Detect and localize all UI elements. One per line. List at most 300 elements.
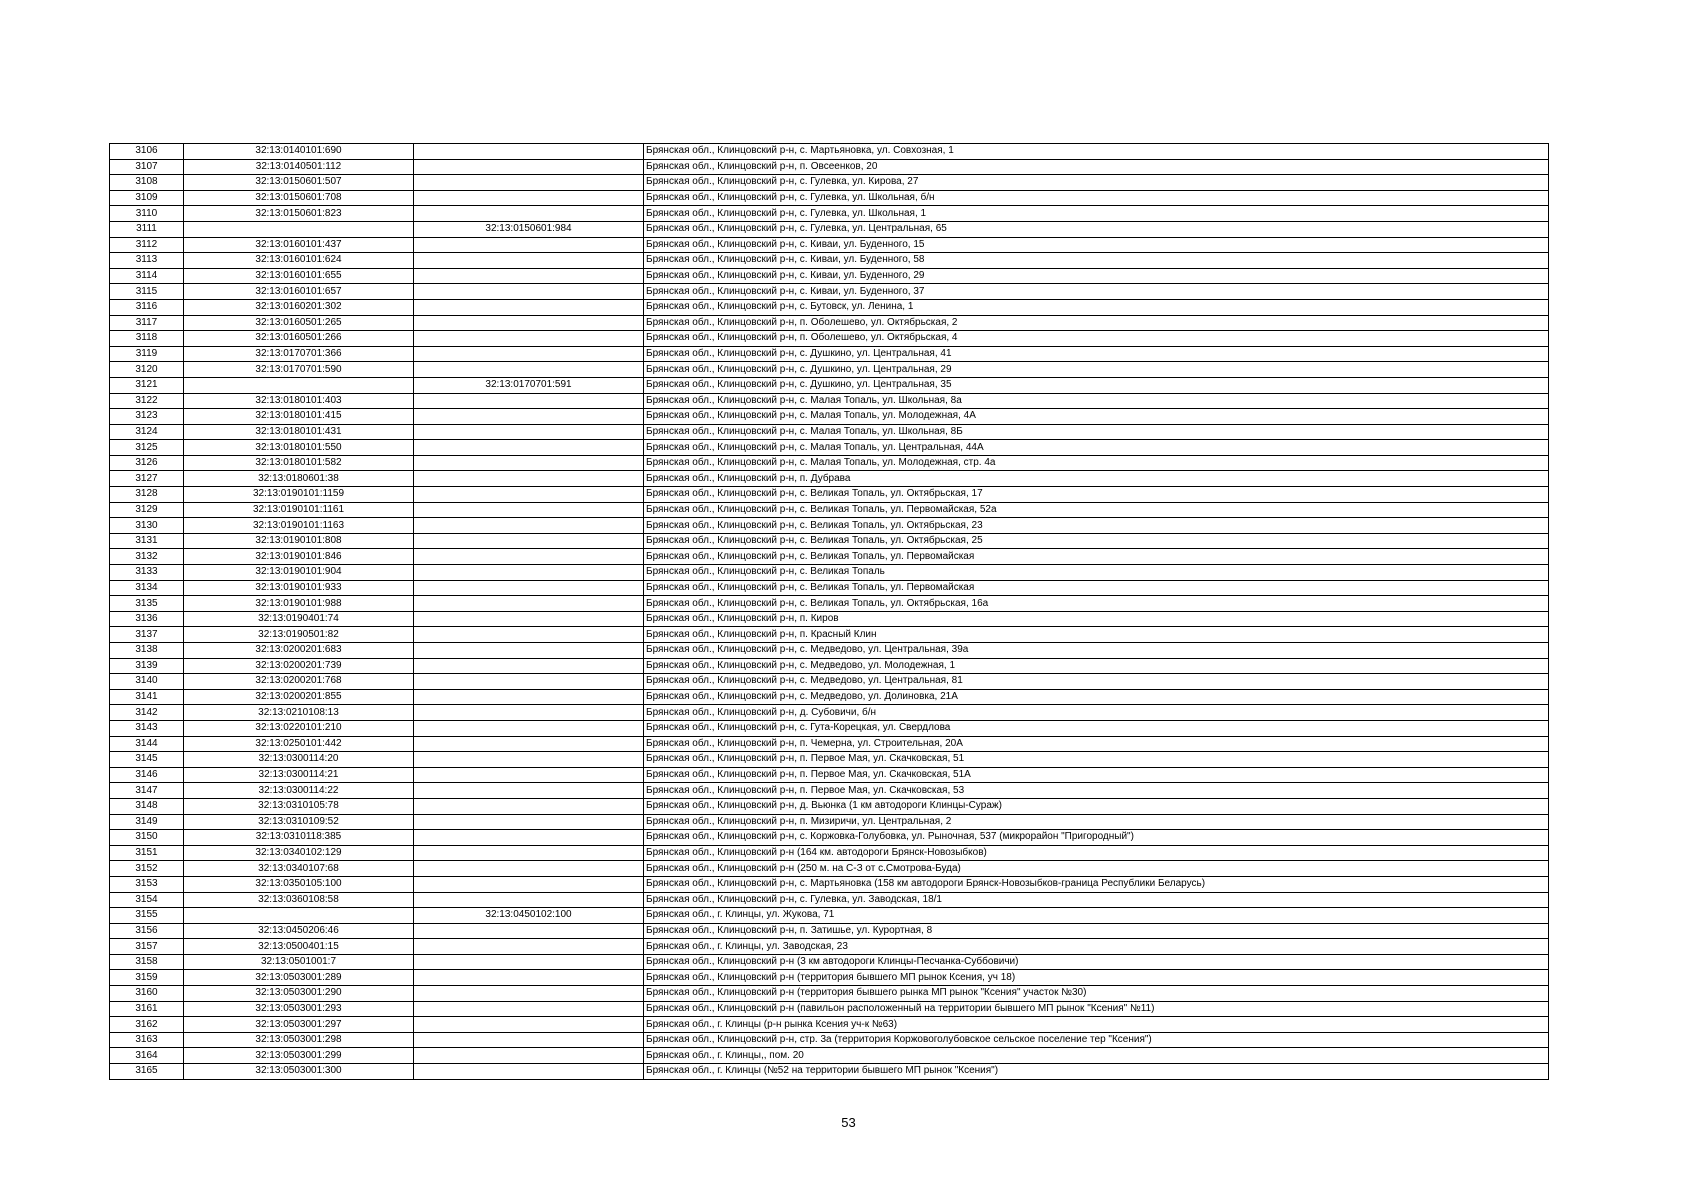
address-cell: Брянская обл., Клинцовский р-н, с. Великая Топаль [644, 565, 1549, 581]
table-row [110, 175, 1549, 191]
cadastral-number-cell: 32:13:0160101:624 [184, 253, 414, 269]
table-row [110, 284, 1549, 300]
address-cell: Брянская обл., Клинцовский р-н, с. Малая Топаль, ул. Молодежная, 4А [644, 409, 1549, 425]
row-number-cell: 3128 [110, 487, 184, 503]
secondary-cadastral-number-cell [414, 502, 644, 518]
secondary-cadastral-number-cell [414, 1017, 644, 1033]
cadastral-number-cell: 32:13:0190101:1163 [184, 518, 414, 534]
table-row [110, 362, 1549, 378]
table-row [110, 814, 1549, 830]
table-row [110, 533, 1549, 549]
cadastral-number-cell: 32:13:0200201:739 [184, 658, 414, 674]
address-cell: Брянская обл., Клинцовский р-н, с. Медведово, ул. Молодежная, 1 [644, 658, 1549, 674]
table-row [110, 1048, 1549, 1064]
address-cell: Брянская обл., Клинцовский р-н, с. Великая Топаль, ул. Октябрьская, 16а [644, 596, 1549, 612]
row-number-cell: 3159 [110, 970, 184, 986]
address-cell: Брянская обл., Клинцовский р-н, п. Первое Мая, ул. Скачковская, 51 [644, 752, 1549, 768]
cadastral-number-cell: 32:13:0160101:437 [184, 237, 414, 253]
cadastral-number-cell: 32:13:0200201:683 [184, 643, 414, 659]
cadastral-number-cell: 32:13:0160201:302 [184, 299, 414, 315]
secondary-cadastral-number-cell [414, 346, 644, 362]
address-cell: Брянская обл., Клинцовский р-н, с. Великая Топаль, ул. Октябрьская, 25 [644, 533, 1549, 549]
address-cell: Брянская обл., Клинцовский р-н, с. Бутовск, ул. Ленина, 1 [644, 299, 1549, 315]
row-number-cell: 3148 [110, 798, 184, 814]
address-cell: Брянская обл., Клинцовский р-н, с. Мартьяновка, ул. Совхозная, 1 [644, 144, 1549, 160]
row-number-cell: 3140 [110, 674, 184, 690]
secondary-cadastral-number-cell [414, 159, 644, 175]
address-cell: Брянская обл., Клинцовский р-н, с. Великая Топаль, ул. Первомайская [644, 549, 1549, 565]
table-row [110, 689, 1549, 705]
secondary-cadastral-number-cell [414, 315, 644, 331]
table-row [110, 596, 1549, 612]
table-row [110, 159, 1549, 175]
address-cell: Брянская обл., Клинцовский р-н, с. Киваи, ул. Буденного, 29 [644, 268, 1549, 284]
table-row [110, 502, 1549, 518]
row-number-cell: 3141 [110, 689, 184, 705]
row-number-cell: 3116 [110, 299, 184, 315]
cadastral-number-cell: 32:13:0310118:385 [184, 830, 414, 846]
address-cell: Брянская обл., Клинцовский р-н, с. Медведово, ул. Центральная, 81 [644, 674, 1549, 690]
row-number-cell: 3158 [110, 954, 184, 970]
table-row [110, 144, 1549, 160]
secondary-cadastral-number-cell [414, 409, 644, 425]
address-cell: Брянская обл., Клинцовский р-н, д. Вьюнка (1 км автодороги Клинцы-Сураж) [644, 798, 1549, 814]
table-row [110, 346, 1549, 362]
address-cell: Брянская обл., Клинцовский р-н, с. Киваи, ул. Буденного, 37 [644, 284, 1549, 300]
cadastral-number-cell: 32:13:0503001:290 [184, 986, 414, 1002]
secondary-cadastral-number-cell [414, 720, 644, 736]
row-number-cell: 3120 [110, 362, 184, 378]
cadastral-number-cell: 32:13:0160501:266 [184, 331, 414, 347]
address-cell: Брянская обл., Клинцовский р-н, п. Первое Мая, ул. Скачковская, 51А [644, 767, 1549, 783]
row-number-cell: 3136 [110, 611, 184, 627]
row-number-cell: 3126 [110, 455, 184, 471]
table-row [110, 845, 1549, 861]
row-number-cell: 3143 [110, 720, 184, 736]
row-number-cell: 3112 [110, 237, 184, 253]
address-cell: Брянская обл., Клинцовский р-н, с. Малая Топаль, ул. Школьная, 8а [644, 393, 1549, 409]
row-number-cell: 3119 [110, 346, 184, 362]
row-number-cell: 3131 [110, 533, 184, 549]
secondary-cadastral-number-cell [414, 362, 644, 378]
cadastral-number-cell: 32:13:0503001:298 [184, 1032, 414, 1048]
table-row [110, 923, 1549, 939]
secondary-cadastral-number-cell [414, 611, 644, 627]
address-cell: Брянская обл., Клинцовский р-н, с. Медведово, ул. Долиновка, 21А [644, 689, 1549, 705]
table-row [110, 253, 1549, 269]
row-number-cell: 3138 [110, 643, 184, 659]
secondary-cadastral-number-cell [414, 736, 644, 752]
row-number-cell: 3160 [110, 986, 184, 1002]
table-row [110, 455, 1549, 471]
secondary-cadastral-number-cell [414, 986, 644, 1002]
address-cell: Брянская обл., Клинцовский р-н, с. Малая Топаль, ул. Школьная, 8Б [644, 424, 1549, 440]
cadastral-number-cell: 32:13:0503001:300 [184, 1064, 414, 1080]
row-number-cell: 3124 [110, 424, 184, 440]
secondary-cadastral-number-cell [414, 549, 644, 565]
secondary-cadastral-number-cell [414, 533, 644, 549]
address-cell: Брянская обл., Клинцовский р-н, с. Гулевка, ул. Кирова, 27 [644, 175, 1549, 191]
table-row [110, 409, 1549, 425]
secondary-cadastral-number-cell [414, 518, 644, 534]
address-cell: Брянская обл., Клинцовский р-н, с. Душкино, ул. Центральная, 29 [644, 362, 1549, 378]
address-cell: Брянская обл., Клинцовский р-н, стр. 3а (территория Коржовоголубовское сельское поселение тер "Ксения") [644, 1032, 1549, 1048]
table-row [110, 221, 1549, 237]
cadastral-number-cell: 32:13:0150601:823 [184, 206, 414, 222]
address-cell: Брянская обл., Клинцовский р-н, п. Дубрава [644, 471, 1549, 487]
cadastral-number-cell: 32:13:0170701:590 [184, 362, 414, 378]
row-number-cell: 3165 [110, 1064, 184, 1080]
cadastral-number-cell: 32:13:0190101:1161 [184, 502, 414, 518]
row-number-cell: 3133 [110, 565, 184, 581]
secondary-cadastral-number-cell [414, 627, 644, 643]
address-cell: Брянская обл., Клинцовский р-н, с. Гулевка, ул. Школьная, 1 [644, 206, 1549, 222]
table-row [110, 783, 1549, 799]
row-number-cell: 3117 [110, 315, 184, 331]
row-number-cell: 3149 [110, 814, 184, 830]
row-number-cell: 3152 [110, 861, 184, 877]
cadastral-number-cell: 32:13:0190501:82 [184, 627, 414, 643]
row-number-cell: 3107 [110, 159, 184, 175]
table-row [110, 1001, 1549, 1017]
cadastral-number-cell: 32:13:0180101:431 [184, 424, 414, 440]
address-cell: Брянская обл., Клинцовский р-н, с. Великая Топаль, ул. Октябрьская, 23 [644, 518, 1549, 534]
table-row [110, 798, 1549, 814]
secondary-cadastral-number-cell [414, 144, 644, 160]
table-row [110, 861, 1549, 877]
row-number-cell: 3113 [110, 253, 184, 269]
table-row [110, 424, 1549, 440]
secondary-cadastral-number-cell [414, 1064, 644, 1080]
row-number-cell: 3123 [110, 409, 184, 425]
row-number-cell: 3153 [110, 876, 184, 892]
secondary-cadastral-number-cell [414, 798, 644, 814]
address-cell: Брянская обл., Клинцовский р-н, с. Мартьяновка (158 км автодороги Брянск-Новозыбков-граница Республики Беларусь) [644, 876, 1549, 892]
address-cell: Брянская обл., Клинцовский р-н, с. Гулевка, ул. Заводская, 18/1 [644, 892, 1549, 908]
secondary-cadastral-number-cell [414, 814, 644, 830]
row-number-cell: 3125 [110, 440, 184, 456]
table-row [110, 643, 1549, 659]
table-row [110, 237, 1549, 253]
secondary-cadastral-number-cell [414, 268, 644, 284]
secondary-cadastral-number-cell [414, 237, 644, 253]
address-cell: Брянская обл., г. Клинцы,, пом. 20 [644, 1048, 1549, 1064]
secondary-cadastral-number-cell [414, 190, 644, 206]
cadastral-number-cell: 32:13:0160501:265 [184, 315, 414, 331]
row-number-cell: 3109 [110, 190, 184, 206]
cadastral-number-cell: 32:13:0300114:20 [184, 752, 414, 768]
cadastral-number-cell: 32:13:0180601:38 [184, 471, 414, 487]
secondary-cadastral-number-cell [414, 206, 644, 222]
secondary-cadastral-number-cell [414, 455, 644, 471]
row-number-cell: 3132 [110, 549, 184, 565]
cadastral-number-cell: 32:13:0350105:100 [184, 876, 414, 892]
table-row [110, 658, 1549, 674]
table-row [110, 939, 1549, 955]
address-cell: Брянская обл., Клинцовский р-н, с. Великая Топаль, ул. Первомайская [644, 580, 1549, 596]
table-row [110, 627, 1549, 643]
secondary-cadastral-number-cell [414, 253, 644, 269]
address-cell: Брянская обл., г. Клинцы (№52 на территории бывшего МП рынок "Ксения") [644, 1064, 1549, 1080]
cadastral-number-cell: 32:13:0190101:904 [184, 565, 414, 581]
cadastral-number-cell: 32:13:0300114:21 [184, 767, 414, 783]
address-cell: Брянская обл., Клинцовский р-н, д. Субовичи, б/н [644, 705, 1549, 721]
table-row [110, 674, 1549, 690]
address-cell: Брянская обл., Клинцовский р-н, с. Гулевка, ул. Центральная, 65 [644, 221, 1549, 237]
secondary-cadastral-number-cell [414, 580, 644, 596]
row-number-cell: 3147 [110, 783, 184, 799]
secondary-cadastral-number-cell: 32:13:0450102:100 [414, 908, 644, 924]
row-number-cell: 3127 [110, 471, 184, 487]
cadastral-number-cell: 32:13:0210108:13 [184, 705, 414, 721]
table-row [110, 377, 1549, 393]
row-number-cell: 3118 [110, 331, 184, 347]
table-row [110, 518, 1549, 534]
page-number: 53 [841, 1115, 856, 1130]
table-row [110, 705, 1549, 721]
secondary-cadastral-number-cell [414, 299, 644, 315]
row-number-cell: 3163 [110, 1032, 184, 1048]
row-number-cell: 3110 [110, 206, 184, 222]
table-row [110, 471, 1549, 487]
cadastral-number-cell [184, 377, 414, 393]
row-number-cell: 3139 [110, 658, 184, 674]
secondary-cadastral-number-cell [414, 752, 644, 768]
table-row [110, 331, 1549, 347]
cadastral-number-cell: 32:13:0140101:690 [184, 144, 414, 160]
table-row [110, 892, 1549, 908]
secondary-cadastral-number-cell: 32:13:0150601:984 [414, 221, 644, 237]
table-row [110, 908, 1549, 924]
secondary-cadastral-number-cell [414, 939, 644, 955]
address-cell: Брянская обл., Клинцовский р-н, с. Малая Топаль, ул. Молодежная, стр. 4а [644, 455, 1549, 471]
cadastral-number-cell: 32:13:0170701:366 [184, 346, 414, 362]
address-cell: Брянская обл., Клинцовский р-н, п. Первое Мая, ул. Скачковская, 53 [644, 783, 1549, 799]
address-cell: Брянская обл., Клинцовский р-н, с. Гута-Корецкая, ул. Свердлова [644, 720, 1549, 736]
row-number-cell: 3111 [110, 221, 184, 237]
table-row [110, 720, 1549, 736]
address-cell: Брянская обл., Клинцовский р-н (3 км автодороги Клинцы-Песчанка-Суббовичи) [644, 954, 1549, 970]
cadastral-number-cell: 32:13:0150601:708 [184, 190, 414, 206]
table-row [110, 970, 1549, 986]
secondary-cadastral-number-cell [414, 658, 644, 674]
secondary-cadastral-number-cell [414, 565, 644, 581]
secondary-cadastral-number-cell [414, 331, 644, 347]
cadastral-number-cell: 32:13:0190101:1159 [184, 487, 414, 503]
secondary-cadastral-number-cell [414, 596, 644, 612]
table-row [110, 767, 1549, 783]
cadastral-number-cell: 32:13:0501001:7 [184, 954, 414, 970]
row-number-cell: 3155 [110, 908, 184, 924]
secondary-cadastral-number-cell [414, 440, 644, 456]
row-number-cell: 3122 [110, 393, 184, 409]
table-row [110, 830, 1549, 846]
address-cell: Брянская обл., Клинцовский р-н (164 км. автодороги Брянск-Новозыбков) [644, 845, 1549, 861]
secondary-cadastral-number-cell [414, 830, 644, 846]
secondary-cadastral-number-cell [414, 424, 644, 440]
address-cell: Брянская обл., Клинцовский р-н, с. Киваи, ул. Буденного, 15 [644, 237, 1549, 253]
table-row [110, 1064, 1549, 1080]
secondary-cadastral-number-cell [414, 783, 644, 799]
address-cell: Брянская обл., Клинцовский р-н, с. Гулевка, ул. Школьная, б/н [644, 190, 1549, 206]
table-row [110, 876, 1549, 892]
secondary-cadastral-number-cell [414, 845, 644, 861]
cadastral-number-cell: 32:13:0360108:58 [184, 892, 414, 908]
secondary-cadastral-number-cell [414, 923, 644, 939]
address-cell: Брянская обл., Клинцовский р-н, п. Овсеенков, 20 [644, 159, 1549, 175]
table-row [110, 580, 1549, 596]
address-cell: Брянская обл., Клинцовский р-н, с. Великая Топаль, ул. Октябрьская, 17 [644, 487, 1549, 503]
cadastral-number-cell: 32:13:0190401:74 [184, 611, 414, 627]
table-row [110, 736, 1549, 752]
address-cell: Брянская обл., Клинцовский р-н (территория бывшего МП рынок Ксения, уч 18) [644, 970, 1549, 986]
cadastral-number-cell [184, 221, 414, 237]
address-cell: Брянская обл., Клинцовский р-н, с. Коржовка-Голубовка, ул. Рыночная, 537 (микрорайон "Пригородный") [644, 830, 1549, 846]
table-row [110, 549, 1549, 565]
cadastral-number-cell: 32:13:0250101:442 [184, 736, 414, 752]
cadastral-number-cell: 32:13:0200201:768 [184, 674, 414, 690]
address-cell: Брянская обл., Клинцовский р-н, п. Оболешево, ул. Октябрьская, 2 [644, 315, 1549, 331]
address-cell: Брянская обл., Клинцовский р-н, с. Душкино, ул. Центральная, 41 [644, 346, 1549, 362]
secondary-cadastral-number-cell [414, 1048, 644, 1064]
address-cell: Брянская обл., г. Клинцы, ул. Заводская, 23 [644, 939, 1549, 955]
cadastral-number-cell: 32:13:0503001:289 [184, 970, 414, 986]
secondary-cadastral-number-cell [414, 284, 644, 300]
cadastral-number-cell [184, 908, 414, 924]
row-number-cell: 3150 [110, 830, 184, 846]
table-row [110, 611, 1549, 627]
row-number-cell: 3129 [110, 502, 184, 518]
address-cell: Брянская обл., Клинцовский р-н, п. Киров [644, 611, 1549, 627]
table-row [110, 752, 1549, 768]
cadastral-number-cell: 32:13:0340107:68 [184, 861, 414, 877]
table-row [110, 1032, 1549, 1048]
records-table-body [110, 144, 1549, 1080]
row-number-cell: 3162 [110, 1017, 184, 1033]
table-row [110, 206, 1549, 222]
row-number-cell: 3145 [110, 752, 184, 768]
cadastral-number-cell: 32:13:0150601:507 [184, 175, 414, 191]
table-row [110, 299, 1549, 315]
cadastral-number-cell: 32:13:0180101:550 [184, 440, 414, 456]
secondary-cadastral-number-cell [414, 1001, 644, 1017]
table-row [110, 565, 1549, 581]
table-row [110, 487, 1549, 503]
secondary-cadastral-number-cell [414, 175, 644, 191]
cadastral-number-cell: 32:13:0503001:297 [184, 1017, 414, 1033]
secondary-cadastral-number-cell [414, 643, 644, 659]
cadastral-number-cell: 32:13:0140501:112 [184, 159, 414, 175]
cadastral-number-cell: 32:13:0190101:846 [184, 549, 414, 565]
address-cell: Брянская обл., Клинцовский р-н (250 м. на С-З от с.Смотрова-Буда) [644, 861, 1549, 877]
address-cell: Брянская обл., Клинцовский р-н, п. Чемерна, ул. Строительная, 20А [644, 736, 1549, 752]
secondary-cadastral-number-cell [414, 954, 644, 970]
address-cell: Брянская обл., Клинцовский р-н, п. Красный Клин [644, 627, 1549, 643]
secondary-cadastral-number-cell: 32:13:0170701:591 [414, 377, 644, 393]
address-cell: Брянская обл., Клинцовский р-н, с. Малая Топаль, ул. Центральная, 44А [644, 440, 1549, 456]
cadastral-number-cell: 32:13:0160101:655 [184, 268, 414, 284]
cadastral-number-cell: 32:13:0450206:46 [184, 923, 414, 939]
cadastral-number-cell: 32:13:0500401:15 [184, 939, 414, 955]
cadastral-number-cell: 32:13:0160101:657 [184, 284, 414, 300]
secondary-cadastral-number-cell [414, 705, 644, 721]
address-cell: Брянская обл., Клинцовский р-н, п. Оболешево, ул. Октябрьская, 4 [644, 331, 1549, 347]
row-number-cell: 3121 [110, 377, 184, 393]
address-cell: Брянская обл., Клинцовский р-н, п. Мизиричи, ул. Центральная, 2 [644, 814, 1549, 830]
secondary-cadastral-number-cell [414, 393, 644, 409]
address-cell: Брянская обл., Клинцовский р-н, с. Великая Топаль, ул. Первомайская, 52а [644, 502, 1549, 518]
table-row [110, 440, 1549, 456]
address-cell: Брянская обл., Клинцовский р-н (павильон расположенный на территории бывшего МП рынок "Ксения" №11) [644, 1001, 1549, 1017]
secondary-cadastral-number-cell [414, 674, 644, 690]
address-cell: Брянская обл., Клинцовский р-н (территория бывшего рынка МП рынок "Ксения" участок №30) [644, 986, 1549, 1002]
cadastral-number-cell: 32:13:0190101:933 [184, 580, 414, 596]
address-cell: Брянская обл., г. Клинцы (р-н рынка Ксения уч-к №63) [644, 1017, 1549, 1033]
table-row [110, 954, 1549, 970]
table-row [110, 393, 1549, 409]
records-table [109, 143, 1549, 1080]
row-number-cell: 3142 [110, 705, 184, 721]
cadastral-number-cell: 32:13:0180101:403 [184, 393, 414, 409]
secondary-cadastral-number-cell [414, 1032, 644, 1048]
table-row [110, 986, 1549, 1002]
row-number-cell: 3115 [110, 284, 184, 300]
secondary-cadastral-number-cell [414, 970, 644, 986]
address-cell: Брянская обл., Клинцовский р-н, с. Душкино, ул. Центральная, 35 [644, 377, 1549, 393]
secondary-cadastral-number-cell [414, 767, 644, 783]
row-number-cell: 3134 [110, 580, 184, 596]
row-number-cell: 3144 [110, 736, 184, 752]
address-cell: Брянская обл., г. Клинцы, ул. Жукова, 71 [644, 908, 1549, 924]
row-number-cell: 3114 [110, 268, 184, 284]
cadastral-number-cell: 32:13:0180101:415 [184, 409, 414, 425]
row-number-cell: 3164 [110, 1048, 184, 1064]
row-number-cell: 3137 [110, 627, 184, 643]
table-row [110, 1017, 1549, 1033]
secondary-cadastral-number-cell [414, 487, 644, 503]
table-row [110, 268, 1549, 284]
address-cell: Брянская обл., Клинцовский р-н, с. Медведово, ул. Центральная, 39а [644, 643, 1549, 659]
row-number-cell: 3106 [110, 144, 184, 160]
table-row [110, 190, 1549, 206]
secondary-cadastral-number-cell [414, 861, 644, 877]
row-number-cell: 3135 [110, 596, 184, 612]
cadastral-number-cell: 32:13:0190101:808 [184, 533, 414, 549]
cadastral-number-cell: 32:13:0190101:988 [184, 596, 414, 612]
row-number-cell: 3130 [110, 518, 184, 534]
secondary-cadastral-number-cell [414, 876, 644, 892]
row-number-cell: 3108 [110, 175, 184, 191]
row-number-cell: 3161 [110, 1001, 184, 1017]
cadastral-number-cell: 32:13:0340102:129 [184, 845, 414, 861]
row-number-cell: 3157 [110, 939, 184, 955]
row-number-cell: 3156 [110, 923, 184, 939]
cadastral-number-cell: 32:13:0300114:22 [184, 783, 414, 799]
cadastral-number-cell: 32:13:0200201:855 [184, 689, 414, 705]
cadastral-number-cell: 32:13:0503001:293 [184, 1001, 414, 1017]
row-number-cell: 3151 [110, 845, 184, 861]
table-row [110, 315, 1549, 331]
secondary-cadastral-number-cell [414, 689, 644, 705]
address-cell: Брянская обл., Клинцовский р-н, с. Киваи, ул. Буденного, 58 [644, 253, 1549, 269]
cadastral-number-cell: 32:13:0503001:299 [184, 1048, 414, 1064]
cadastral-number-cell: 32:13:0310105:78 [184, 798, 414, 814]
row-number-cell: 3154 [110, 892, 184, 908]
cadastral-number-cell: 32:13:0220101:210 [184, 720, 414, 736]
address-cell: Брянская обл., Клинцовский р-н, п. Затишье, ул. Курортная, 8 [644, 923, 1549, 939]
secondary-cadastral-number-cell [414, 471, 644, 487]
secondary-cadastral-number-cell [414, 892, 644, 908]
